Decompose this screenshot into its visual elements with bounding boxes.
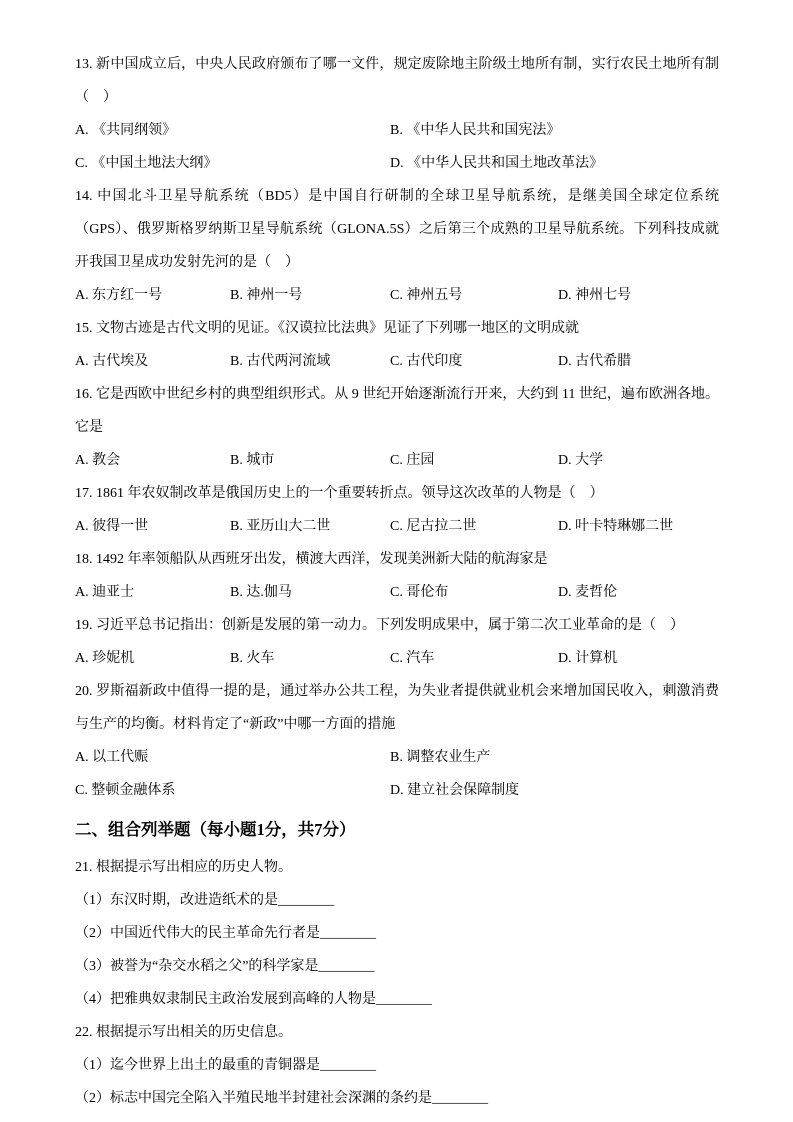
question-22-stem: 22. 根据提示写出相关的历史信息。 [75,1025,292,1040]
question-18-stem: 18. 1492 年率领船队从西班牙出发，横渡大西洋，发现美洲新大陆的航海家是 [75,552,548,567]
question-13-stem: 13. 新中国成立后，中央人民政府颁布了哪一文件，规定废除地主阶级土地所有制，实行农民土地所有制（ ） [75,57,719,105]
question-14-option-a: A. 东方红一号 [75,288,163,303]
question-18-option-d: D. 麦哲伦 [558,585,618,600]
question-14-option-b: B. 神州一号 [230,288,303,303]
question-16-stem: 16. 它是西欧中世纪乡村的典型组织形式。从 9 世纪开始逐渐流行开来，大约到 11 世纪，遍布欧洲各地。它是 [75,387,719,435]
question-21 [75,851,719,1016]
question-14-option-d: D. 神州七号 [558,288,632,303]
question-16-option-c: C. 庄园 [390,453,435,468]
question-15-option-a: A. 古代埃及 [75,354,149,369]
question-20-option-c: C. 整顿金融体系 [75,783,176,798]
question-19-option-b: B. 火车 [230,651,275,666]
question-19-option-d: D. 计算机 [558,651,618,666]
question-13-options [75,114,719,180]
question-22-blank-1: （1）迄今世界上出土的最重的青铜器是________ [75,1058,376,1073]
question-17-options [75,510,719,543]
question-16-option-a: A. 教会 [75,453,121,468]
question-18 [75,543,719,609]
question-13-option-c: C. 《中国土地法大纲》 [75,156,218,171]
question-18-option-c: C. 哥伦布 [390,585,449,600]
question-18-option-a: A. 迪亚士 [75,585,135,600]
question-14 [75,180,719,312]
question-21-blank-3: （3）被誉为“杂交水稻之父”的科学家是________ [75,959,375,974]
question-21-blank-1: （1）东汉时期，改进造纸术的是________ [75,893,334,908]
question-19-stem: 19. 习近平总书记指出：创新是发展的第一动力。下列发明成果中，属于第二次工业革命的是（ ） [75,618,684,633]
question-15-option-b: B. 古代两河流域 [230,354,331,369]
question-14-option-c: C. 神州五号 [390,288,463,303]
question-19-option-a: A. 珍妮机 [75,651,135,666]
question-22 [75,1016,719,1115]
question-15-stem: 15. 文物古迹是古代文明的见证。《汉谟拉比法典》见证了下列哪一地区的文明成就 [75,321,579,336]
question-21-blank-2: （2）中国近代伟大的民主革命先行者是________ [75,926,376,941]
section-2-title: 二、组合列举题（每小题1分，共7分） [75,820,356,839]
question-15 [75,312,719,378]
question-13-option-a: A. 《共同纲领》 [75,123,177,138]
question-19 [75,609,719,675]
question-16-option-b: B. 城市 [230,453,275,468]
question-21-blank-4: （4）把雅典奴隶制民主政治发展到高峰的人物是________ [75,992,432,1007]
question-17-option-c: C. 尼古拉二世 [390,519,477,534]
question-22-blank-2: （2）标志中国完全陷入半殖民地半封建社会深渊的条约是________ [75,1091,488,1106]
question-15-option-d: D. 古代希腊 [558,354,632,369]
question-14-options [75,279,719,312]
question-21-stem: 21. 根据提示写出相应的历史人物。 [75,860,292,875]
question-20-option-b: B. 调整农业生产 [390,750,491,765]
question-20-stem: 20. 罗斯福新政中值得一提的是，通过举办公共工程，为失业者提供就业机会来增加国民收入，刺激消费与生产的均衡。材料肯定了“新政”中哪一方面的措施 [75,684,719,732]
question-20 [75,675,719,807]
question-16-option-d: D. 大学 [558,453,604,468]
question-16-options [75,444,719,477]
question-15-options [75,345,719,378]
question-17-option-d: D. 叶卡特琳娜二世 [558,519,674,534]
question-13-option-b: B. 《中华人民共和国宪法》 [390,123,561,138]
question-20-option-a: A. 以工代赈 [75,750,149,765]
question-19-option-c: C. 汽车 [390,651,435,666]
question-17 [75,477,719,543]
question-17-option-b: B. 亚历山大二世 [230,519,331,534]
question-18-options [75,576,719,609]
question-14-stem: 14. 中国北斗卫星导航系统（BD5）是中国自行研制的全球卫星导航系统，是继美国全球定位系统（GPS）、俄罗斯格罗纳斯卫星导航系统（GLONA.5S）之后第三个成熟的卫星导航系统。下列科技成就开我国卫星成功发射先河的是（ ） [75,189,719,270]
question-15-option-c: C. 古代印度 [390,354,463,369]
question-20-option-d: D. 建立社会保障制度 [390,783,520,798]
question-20-options [75,741,719,807]
question-13-option-d: D. 《中华人民共和国土地改革法》 [390,156,604,171]
question-13 [75,48,719,180]
question-17-option-a: A. 彼得一世 [75,519,149,534]
question-18-option-b: B. 达.伽马 [230,585,292,600]
question-19-options [75,642,719,675]
question-16 [75,378,719,477]
question-17-stem: 17. 1861 年农奴制改革是俄国历史上的一个重要转折点。领导这次改革的人物是（ ） [75,486,604,501]
